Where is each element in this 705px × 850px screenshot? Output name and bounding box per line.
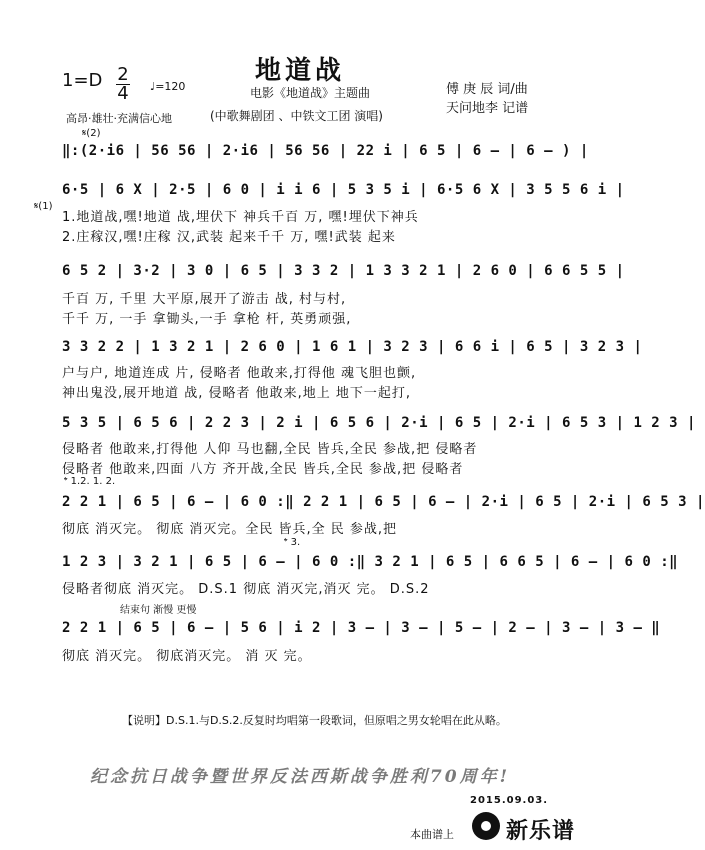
score-row-8: 2 2 1 | 6 5 | 6 – | 5 6 | i 2 | 3 – | 3 – | 5 – | 2 – | 3 – | 3 – ‖ <box>62 620 661 636</box>
score-row-1: ‖:(2·i6 | 56 56 | 2·i6 | 56 56 | 22 i | 6 5 | 6 – | 6 – ) | <box>62 143 589 159</box>
style-note: 高昂·雄壮·充满信心地 <box>66 112 172 125</box>
time-signature <box>116 66 130 103</box>
volta-marks-1: 𝄌 1.2. 1. 2. <box>64 476 116 487</box>
lyric-line-6: 神出鬼没,展开地道 战, 侵略者 他敢来,地上 地下一起打, <box>62 386 412 401</box>
lyric-line-1: 1.地道战,嘿!地道 战,埋伏下 神兵千百 万, 嘿!埋伏下神兵 <box>62 210 419 225</box>
score-row-6: 2 2 1 | 6 5 | 6 – | 6 0 :‖ 2 2 1 | 6 5 | 6 – | 2·i | 6 5 | 2·i | 6 5 3 | <box>62 494 705 510</box>
lyric-line-4: 千千 万, 一手 拿锄头,一手 拿枪 杆, 英勇顽强, <box>62 312 352 327</box>
score-row-4: 3 3 2 2 | 1 3 2 1 | 2 6 0 | 1 6 1 | 3 2 3 | 6 6 i | 6 5 | 3 2 3 | <box>62 339 643 355</box>
score-row-2: 6·5 | 6 X | 2·5 | 6 0 | i i 6 | 5 3 5 i | 6·5 6 X | 3 5 5 6 i | <box>62 182 625 198</box>
subtitle: 电影《地道战》主题曲 <box>250 86 371 100</box>
commemoration-slogan: 纪念抗日战争暨世界反法西斯战争胜利70周年! <box>89 767 511 787</box>
meter-top: 2 <box>117 64 129 85</box>
site-logo: 新乐谱 <box>506 819 576 844</box>
lyric-line-10: 侵略者彻底 消灭完。 D.S.1 彻底 消灭完,消灭 完。 D.S.2 <box>62 582 430 597</box>
score-row-5: 5 3 5 | 6 5 6 | 2 2 3 | 2 i | 6 5 6 | 2·i | 6 5 | 2·i | 6 5 3 | 1 2 3 | <box>62 415 696 431</box>
segno-mark: 𝄋(2) <box>82 128 101 139</box>
lyric-line-3: 千百 万, 千里 大平原,展开了游击 战, 村与村, <box>62 292 347 307</box>
lyric-line-7: 侵略者 他敢来,打得他 人仰 马也翻,全民 皆兵,全民 参战,把 侵略者 <box>62 442 478 457</box>
lyricist-composer: 傅 庚 辰 词/曲 <box>446 82 528 97</box>
lyric-line-8: 侵略者 他敢来,四面 八方 齐开战,全民 皆兵,全民 参战,把 侵略者 <box>62 462 464 477</box>
source-label: 本曲谱上 <box>410 828 454 841</box>
lyric-line-11: 彻底 消灭完。 彻底消灭完。 消 灭 完。 <box>62 649 312 664</box>
vinyl-record-icon <box>472 812 500 840</box>
tempo-mark: ♩=120 <box>150 80 186 93</box>
score-row-7: 1 2 3 | 3 2 1 | 6 5 | 6 – | 6 0 :‖ 3 2 1 | 6 5 | 6 6 5 | 6 – | 6 0 :‖ <box>62 554 679 570</box>
explanation-note: 【说明】D.S.1.与D.S.2.反复时均唱第一段歌词，但原唱之男女轮唱在此从略。 <box>122 714 507 727</box>
volta-marks-2: 𝄌 3. <box>284 537 301 548</box>
key-signature: 1=D <box>62 70 103 91</box>
page-title: 地道战 <box>254 56 345 86</box>
lyric-line-2: 2.庄稼汉,嘿!庄稼 汉,武装 起来千千 万, 嘿!武装 起来 <box>62 230 396 245</box>
transcriber: 天问地李 记谱 <box>446 101 529 116</box>
meter-bottom: 4 <box>117 83 129 104</box>
lyric-line-9: 彻底 消灭完。 彻底 消灭完。全民 皆兵,全 民 参战,把 <box>62 522 398 537</box>
date: 2015.09.03. <box>470 795 549 806</box>
performers: (中歌舞剧团 、中铁文工团 演唱) <box>210 109 383 123</box>
lyric-line-5: 户与户, 地道连成 片, 侵略者 他敢来,打得他 魂飞胆也颤, <box>62 366 417 381</box>
score-row-3: 6 5 2 | 3·2 | 3 0 | 6 5 | 3 3 2 | 1 3 3 2 1 | 2 6 0 | 6 6 5 5 | <box>62 263 625 279</box>
segno-mark-1: 𝄋(1) <box>34 201 53 212</box>
tempo-change-marks: 结束句 渐慢 更慢 <box>120 605 197 616</box>
